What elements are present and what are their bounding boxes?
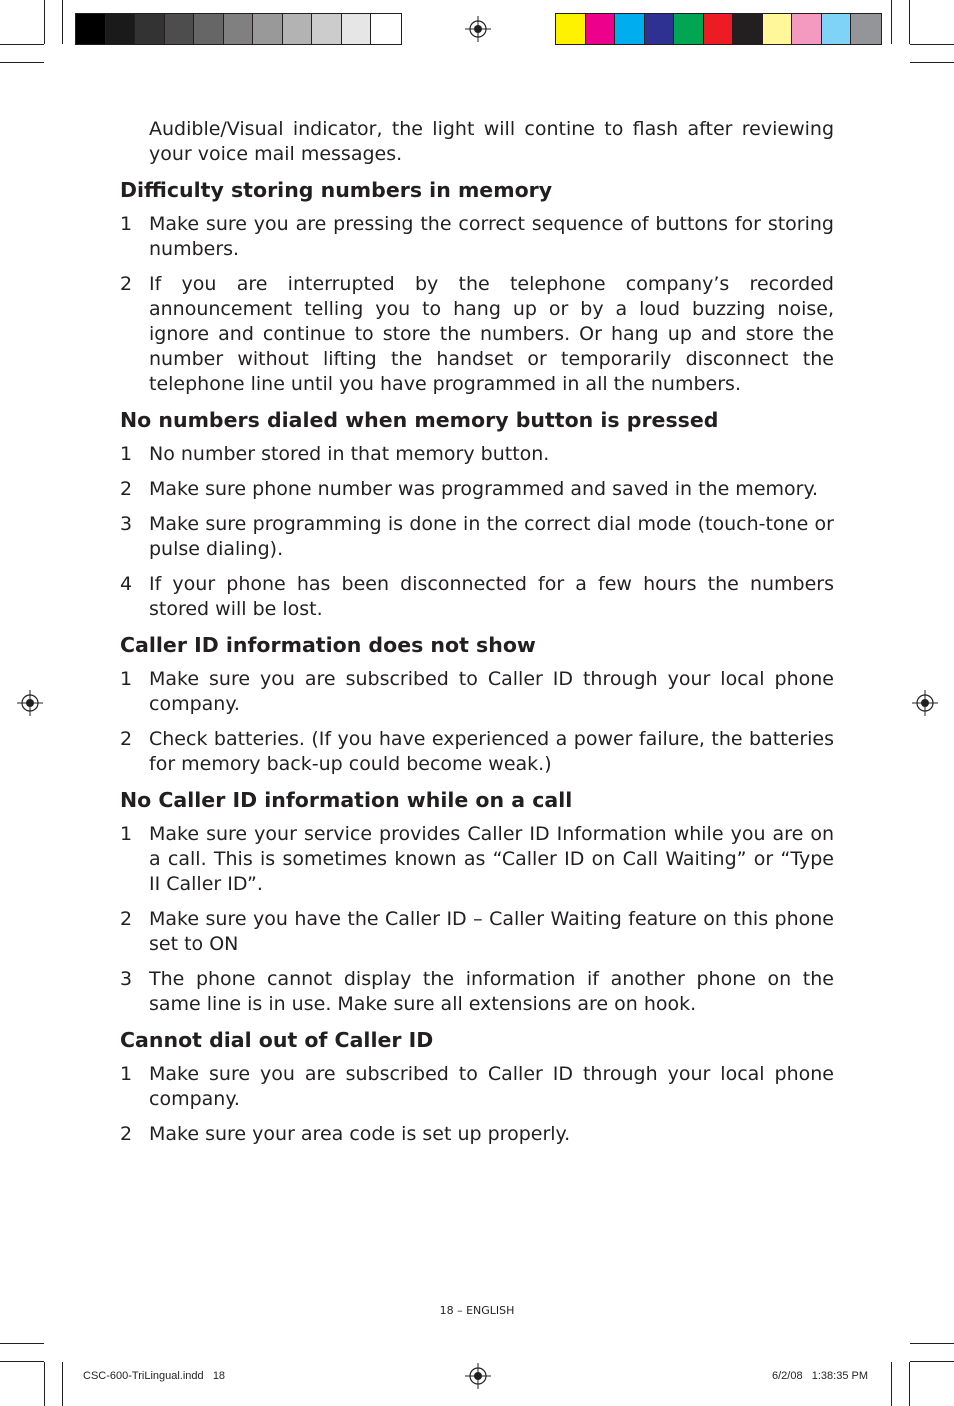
item-number: 1 <box>120 443 133 465</box>
list-item <box>120 1122 834 1147</box>
crop-mark-bl-v <box>44 1362 45 1406</box>
crop-mark-tr-v2 <box>891 0 892 44</box>
item-number: 4 <box>120 573 133 595</box>
page-footer: 18 – ENGLISH <box>439 1304 515 1317</box>
color-swatch <box>165 14 195 44</box>
intro-continuation: Audible/Visual indicator, the light will contine to flash after reviewing your voice mail messages. <box>149 118 834 165</box>
item-text: No number stored in that memory button. <box>149 443 550 465</box>
section-heading: No Caller ID information while on a call <box>120 788 573 812</box>
color-swatch <box>556 14 586 44</box>
list-item <box>120 727 834 777</box>
section-difficulty-storing <box>120 177 834 397</box>
item-number: 2 <box>120 908 133 930</box>
list-item <box>120 272 834 397</box>
color-swatch <box>792 14 822 44</box>
crop-mark-br-h2 <box>910 1343 954 1344</box>
item-number: 2 <box>120 1123 133 1145</box>
crop-mark-bl-h2 <box>0 1343 44 1344</box>
list-item <box>120 907 834 957</box>
item-text: Make sure you are subscribed to Caller ID through your local phone company. <box>149 1063 834 1110</box>
section-no-caller-id-on-call <box>120 787 834 1017</box>
color-swatch <box>733 14 763 44</box>
list-item <box>120 822 834 897</box>
color-swatch <box>283 14 313 44</box>
item-number: 3 <box>120 968 133 990</box>
crop-mark-tl-v2 <box>62 0 63 44</box>
color-swatch <box>822 14 852 44</box>
item-text: Make sure your area code is set up properly. <box>149 1123 571 1145</box>
list-item <box>120 1062 834 1112</box>
item-number: 1 <box>120 668 133 690</box>
item-number: 1 <box>120 823 133 845</box>
color-swatch <box>194 14 224 44</box>
item-number: 1 <box>120 213 133 235</box>
item-text: Make sure your service provides Caller ID Information while you are on a call. This is sometimes known as “Caller ID on Call Waiting” or “Type II Caller ID”. <box>149 823 834 895</box>
crop-mark-br-v2 <box>891 1362 892 1406</box>
item-number: 1 <box>120 1063 133 1085</box>
crop-mark-br-v <box>909 1362 910 1406</box>
crop-mark-bl-h <box>0 1361 44 1362</box>
crop-mark-tl-v <box>44 0 45 44</box>
section-heading: Difficulty storing numbers in memory <box>120 178 553 202</box>
section-heading: Cannot dial out of Caller ID <box>120 1028 434 1052</box>
list-item <box>120 572 834 622</box>
item-text: If you are interrupted by the telephone company’s recorded announcement telling you to hang up or by a loud buzzing noise, ignore and continue to store the numbers. Or hang up and store the number without lifting the handset or temporarily disconnect the telephone line until you have programmed in all the numbers. <box>149 273 834 395</box>
color-swatch <box>106 14 136 44</box>
color-swatch <box>76 14 106 44</box>
crop-mark-tr-h <box>910 44 954 45</box>
section-heading: Caller ID information does not show <box>120 633 536 657</box>
list-item <box>120 212 834 262</box>
registration-mark-right-icon <box>912 690 938 716</box>
color-swatch <box>586 14 616 44</box>
list-item <box>120 512 834 562</box>
page-content <box>120 117 834 1157</box>
color-swatch <box>763 14 793 44</box>
color-swatch <box>224 14 254 44</box>
item-number: 2 <box>120 728 133 750</box>
color-swatch <box>312 14 342 44</box>
list-item <box>120 442 834 467</box>
color-swatch <box>342 14 372 44</box>
registration-mark-left-icon <box>17 690 43 716</box>
registration-mark-bottom-icon <box>465 1363 491 1389</box>
item-text: Make sure you are subscribed to Caller ID through your local phone company. <box>149 668 834 715</box>
color-swatch <box>704 14 734 44</box>
color-swatch <box>135 14 165 44</box>
section-heading: No numbers dialed when memory button is pressed <box>120 408 719 432</box>
item-text: If your phone has been disconnected for a few hours the numbers stored will be lost. <box>149 573 834 620</box>
grayscale-color-bar <box>75 13 402 45</box>
item-text: Make sure you are pressing the correct sequence of buttons for storing numbers. <box>149 213 834 260</box>
color-swatch <box>371 14 401 44</box>
color-swatch <box>851 14 881 44</box>
color-swatch <box>253 14 283 44</box>
list-item <box>120 667 834 717</box>
item-text: Check batteries. (If you have experienced a power failure, the batteries for memory back-up could become weak.) <box>149 728 834 775</box>
crop-mark-tl-h <box>0 44 44 45</box>
section-no-numbers-dialed <box>120 407 834 622</box>
color-swatch <box>645 14 675 44</box>
slug-datetime: 6/2/08 1:38:35 PM <box>772 1370 869 1382</box>
crop-mark-bl-v2 <box>62 1362 63 1406</box>
list-item <box>120 477 834 502</box>
color-swatch <box>615 14 645 44</box>
color-swatch <box>674 14 704 44</box>
section-cannot-dial-out <box>120 1027 834 1147</box>
slug-file-name: CSC-600-TriLingual.indd 18 <box>83 1370 226 1382</box>
crop-mark-tr-v <box>909 0 910 44</box>
item-text: Make sure programming is done in the correct dial mode (touch-tone or pulse dialing). <box>149 513 834 560</box>
list-item <box>120 967 834 1017</box>
crop-mark-tl-h2 <box>0 62 44 63</box>
item-number: 2 <box>120 478 133 500</box>
crop-mark-br-h <box>910 1361 954 1362</box>
item-text: The phone cannot display the information if another phone on the same line is in use. Make sure all extensions are on hook. <box>149 968 834 1015</box>
item-text: Make sure phone number was programmed and saved in the memory. <box>149 478 819 500</box>
item-number: 3 <box>120 513 133 535</box>
section-caller-id-not-show <box>120 632 834 777</box>
item-number: 2 <box>120 273 133 295</box>
crop-mark-tr-h2 <box>910 62 954 63</box>
item-text: Make sure you have the Caller ID – Caller Waiting feature on this phone set to ON <box>149 908 834 955</box>
process-color-bar <box>555 13 882 45</box>
registration-mark-top-icon <box>465 16 491 42</box>
